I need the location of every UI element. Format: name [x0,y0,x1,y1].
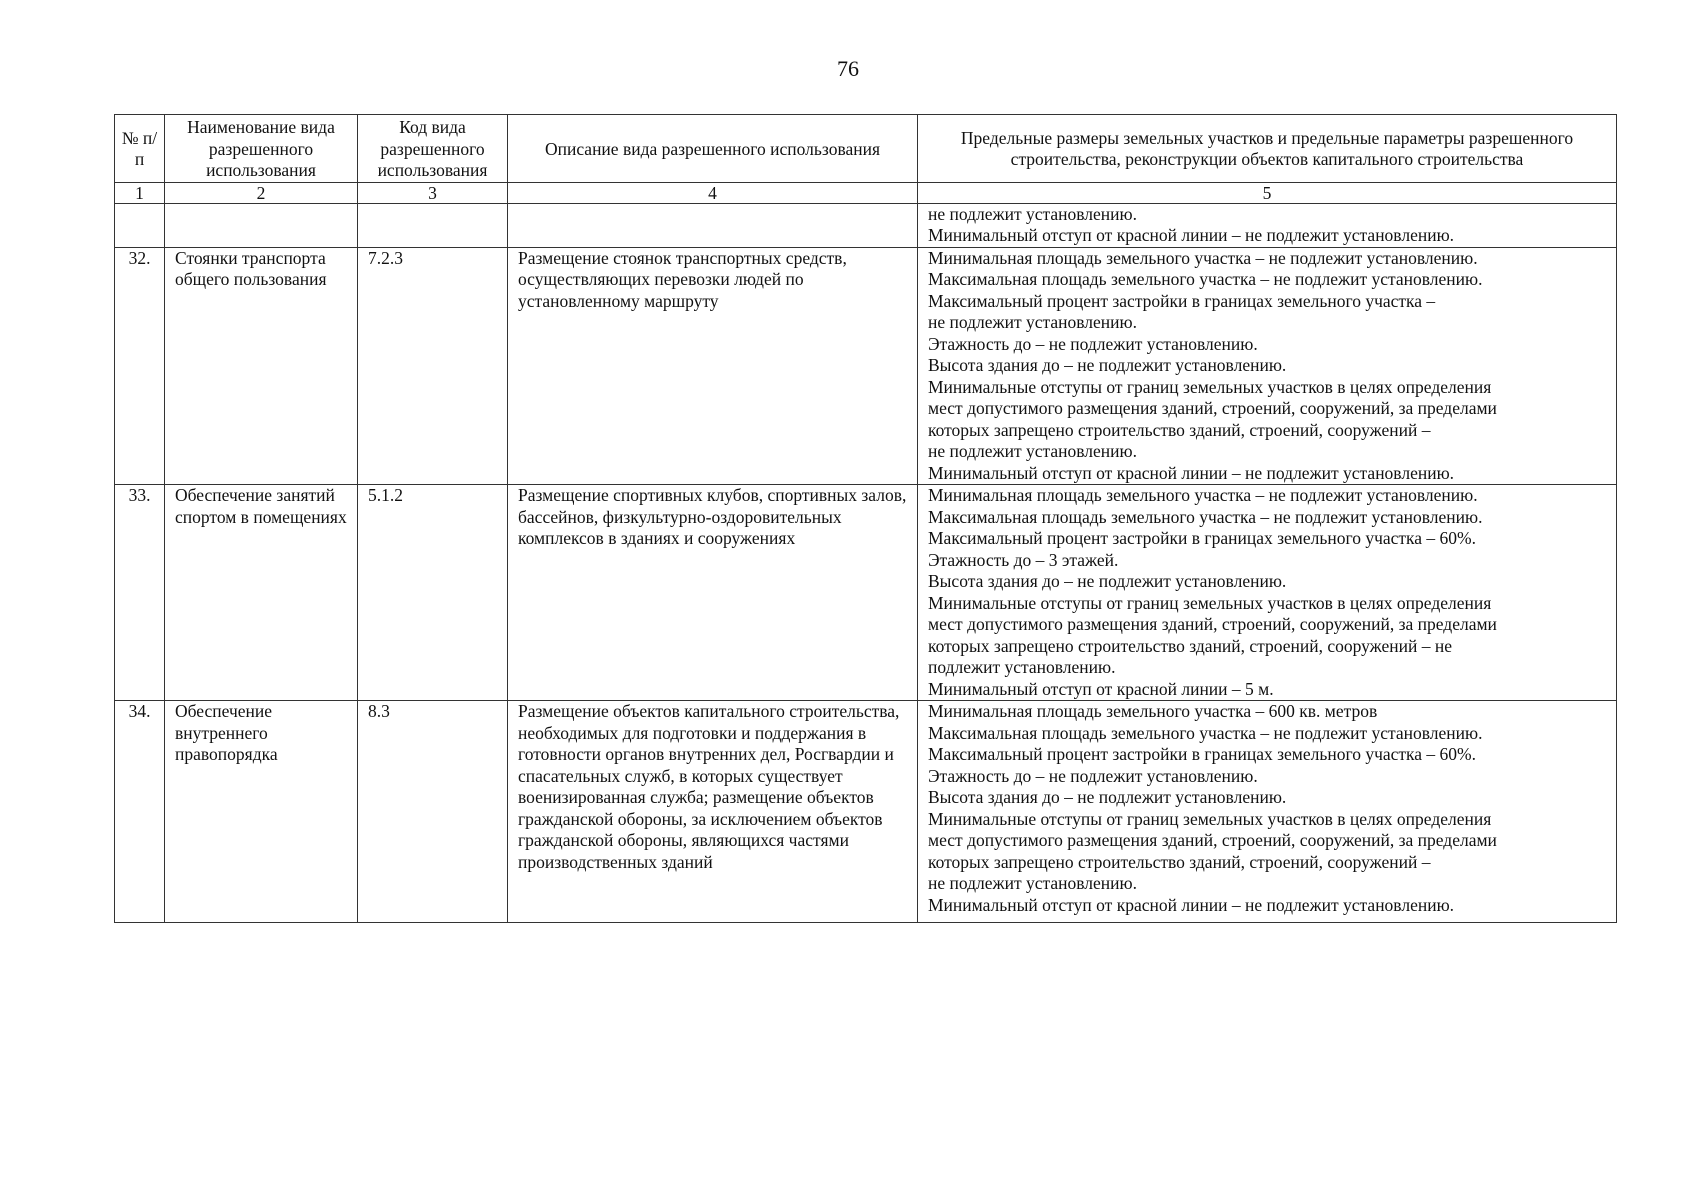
parameter-line: не подлежит установлению. [928,441,1137,461]
cell-code: 5.1.2 [358,485,508,701]
use-name: Обеспечение занятий спортом в помещениях [175,485,347,527]
land-use-table [114,114,1617,923]
cell-number: 32. [115,247,165,485]
column-number: 5 [918,182,1617,203]
cell-name [165,203,358,247]
cell-name [165,247,358,485]
parameter-line: Высота здания до – не подлежит установлению. [928,355,1287,375]
cell-description [508,247,918,485]
cell-number: 33. [115,485,165,701]
parameter-line: Минимальный отступ от красной линии – не подлежит установлению. [928,462,1455,483]
parameter-line: подлежит установлению. [928,657,1116,677]
cell-code [358,203,508,247]
parameter-line: Минимальные отступы от границ земельных участков в целях определения [928,808,1492,829]
parameter-line: Максимальная площадь земельного участка – не подлежит установлению. [928,506,1483,527]
parameter-line: мест допустимого размещения зданий, строений, сооружений, за пределами [928,830,1497,850]
parameter-line: Высота здания до – не подлежит установлению. [928,571,1287,591]
column-number: 1 [115,182,165,203]
table-row [115,485,1617,701]
table-row [115,701,1617,923]
column-number: 2 [165,182,358,203]
parameter-line: не подлежит установлению. [928,312,1137,332]
parameter-line: Максимальный процент застройки в границах земельного участка – 60%. [928,528,1477,548]
cell-code: 7.2.3 [358,247,508,485]
header-name: Наименование вида разрешенного использования [165,115,358,183]
parameter-line: Этажность до – не подлежит установлению. [928,765,1258,786]
header-number: № п/п [115,115,165,183]
use-name: Стоянки транспорта общего пользования [175,247,327,289]
cell-code: 8.3 [358,701,508,923]
parameter-line: Этажность до – 3 этажей. [928,549,1119,570]
column-number: 4 [508,182,918,203]
parameter-line: Минимальный отступ от красной линии – не подлежит установлению. [928,225,1455,245]
parameter-line: Этажность до – не подлежит установлению. [928,333,1258,354]
parameter-line: Максимальная площадь земельного участка – не подлежит установлению. [928,269,1483,289]
use-name: Обеспечение внутреннего правопорядка [175,701,278,764]
parameter-line: Максимальный процент застройки в границах земельного участка – [928,290,1436,311]
header-description: Описание вида разрешенного использования [508,115,918,183]
use-description: Размещение стоянок транспортных средств, осуществляющих перевозки людей по установленному маршруту [518,247,847,311]
cell-parameters [918,485,1617,701]
cell-number [115,203,165,247]
cell-description [508,203,918,247]
use-description: Размещение объектов капитального строительства, необходимых для подготовки и поддержания в готовности органов внутренних дел, Росгвардии и спасательных служб, в которых существует военизированная служба; размещение объектов гражданской обороны, за исключением объектов гражданской обороны, являющихся частями производственных зданий [518,701,900,872]
use-description: Размещение спортивных клубов, спортивных залов, бассейнов, физкультурно-оздоровительных комплексов в зданиях и сооружениях [518,485,907,548]
parameter-line: которых запрещено строительство зданий, строений, сооружений – [928,419,1431,440]
parameter-line: Минимальные отступы от границ земельных участков в целях определения [928,592,1492,613]
parameter-line: не подлежит установлению. [928,203,1137,224]
table-row [115,247,1617,485]
parameter-line: мест допустимого размещения зданий, строений, сооружений, за пределами [928,614,1497,634]
page-number: 76 [837,56,859,81]
cell-parameters [918,701,1617,923]
parameter-line: Минимальный отступ от красной линии – 5 м. [928,678,1274,699]
cell-name [165,701,358,923]
cell-parameters [918,247,1617,485]
cell-description [508,701,918,923]
parameter-line: Максимальная площадь земельного участка – не подлежит установлению. [928,722,1483,743]
parameter-line: Максимальный процент застройки в границах земельного участка – 60%. [928,744,1477,764]
cell-description [508,485,918,701]
header-code: Код вида разрешенного использования [358,115,508,183]
parameter-line: Минимальная площадь земельного участка – не подлежит установлению. [928,247,1478,268]
column-number: 3 [358,182,508,203]
parameter-line: Минимальный отступ от красной линии – не подлежит установлению. [928,894,1455,915]
parameter-line: которых запрещено строительство зданий, строений, сооружений – [928,851,1431,872]
parameter-line: которых запрещено строительство зданий, строений, сооружений – не [928,635,1453,656]
parameter-line: Минимальная площадь земельного участка – 600 кв. метров [928,701,1378,721]
parameter-line: Минимальные отступы от границ земельных участков в целях определения [928,376,1492,397]
cell-number: 34. [115,701,165,923]
column-number-row [115,182,1617,203]
parameter-line: Минимальная площадь земельного участка – не подлежит установлению. [928,485,1478,505]
parameter-line: Высота здания до – не подлежит установлению. [928,787,1287,807]
cell-parameters [918,203,1617,247]
header-parameters: Предельные размеры земельных участков и предельные параметры разрешенного строительства, реконструкции объектов капитального строительства [918,115,1617,183]
parameter-line: мест допустимого размещения зданий, строений, сооружений, за пределами [928,398,1497,418]
table-row-continuation [115,203,1617,247]
table-header-row [115,115,1617,183]
parameter-line: не подлежит установлению. [928,873,1137,893]
cell-name [165,485,358,701]
